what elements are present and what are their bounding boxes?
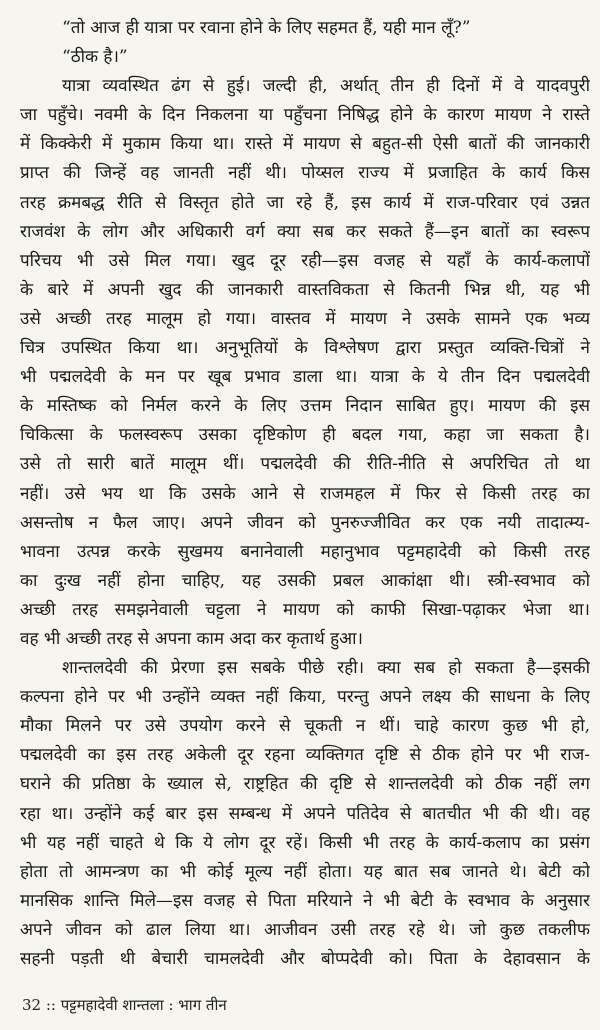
paragraph-line: असन्तोष न फैल जाए। अपने जीवन को पुनरुज्जीवित कर एक नयी तादात्म्य- — [20, 512, 590, 533]
page-footer: 32 :: पट्टमहादेवी शान्तला : भाग तीन — [22, 996, 227, 1014]
paragraph-line: उसे अच्छी तरह मालूम हो गया। वास्तव में मायण ने उसके सामने एक भव्य — [20, 308, 590, 329]
paragraph-line: शान्तलदेवी की प्रेरणा इस सबके पीछे रही। क्या सब हो सकता है—इसकी — [62, 658, 590, 679]
paragraph-line: जा पहुँचे। नवमी के दिन निकलना या पहुँचना निषिद्ध होने के कारण मायण ने रास्ते — [20, 105, 590, 126]
paragraph-line: वह भी अच्छी तरह से अपना काम अदा कर कृतार्थ हुआ। — [20, 628, 363, 649]
paragraph-line: उसे तो सारी बातें मालूम थीं। पद्मलदेवी की रीति-नीति से अपरिचित तो था — [20, 454, 590, 475]
paragraph-line: होता तो आमन्त्रण का भी कोई मूल्य नहीं होता। यह बात सब जानते थे। बेटी को — [20, 861, 590, 882]
paragraph-line: चित्र उपस्थित किया था। अनुभूतियों के विश्लेषण द्वारा प्रस्तुत व्यक्ति-चित्रों ने — [20, 338, 590, 359]
paragraph-line: का दुःख नहीं होना चाहिए, यह उसकी प्रबल आकांक्षा थी। स्त्री-स्वभाव को — [20, 570, 590, 591]
paragraph-line: के मस्तिष्क को निर्मल करने के लिए उत्तम निदान साबित हुए। मायण की इस — [20, 396, 590, 417]
paragraph-line: पद्मलदेवी का इस तरह अकेली दूर रहना व्यक्तिगत दृष्टि से ठीक होने पर भी राज- — [20, 745, 590, 766]
paragraph-line: सहनी पड़ती थी बेचारी चामलदेवी और बोप्पदेवी को। पिता के देहावसान के — [20, 949, 590, 969]
paragraph-line: में किक्केरी में मुकाम किया था। रास्ते में मायण से बहुत-सी ऐसी बातों की जानकारी — [20, 134, 590, 155]
paragraph-line: के बारे में अपनी खुद की जानकारी वास्तविकता से कितनी भिन्न थी, यह भी — [20, 279, 590, 300]
dialogue-line: “ठीक है।” — [62, 47, 128, 68]
paragraph-line: परिचय भी उसे मिल गया। खुद दूर रही—इस वजह से यहाँ के कार्य-कलापों — [20, 250, 590, 271]
paragraph-line: चिकित्सा के फलस्वरूप उसका दृष्टिकोण ही बदल गया, कहा जा सकता है। — [20, 425, 590, 446]
paragraph-line: नहीं। उसे भय था कि उसके आने से राजमहल में फिर से किसी तरह का — [20, 483, 590, 504]
dialogue-line: “तो आज ही यात्रा पर रवाना होने के लिए सहमत हैं, यही मान लूँ?” — [62, 18, 471, 38]
paragraph-line: अपने जीवन को ढाल लिया था। आजीवन उसी तरह रहे थे। जो कुछ तकलीफ — [20, 919, 590, 940]
paragraph-line: मानसिक शान्ति मिले—इस वजह से पिता मरियाने ने भी बेटी के स्वभाव के अनुसार — [20, 890, 590, 911]
paragraph-line: राजवंश के लोग और अधिकारी वर्ग क्या सब कर सकते हैं—इन बातों का स्वरूप — [20, 221, 590, 242]
paragraph-line: भावना उत्पन्न करके सुखमय बनानेवाली महानुभाव पट्टमहादेवी को किसी तरह — [20, 541, 590, 562]
paragraph-line: भी पद्मलदेवी के मन पर खूब प्रभाव डाला था। यात्रा के ये तीन दिन पद्मलदेवी — [20, 367, 590, 388]
paragraph-line: तरह क्रमबद्ध रीति से विस्तृत होते जा रहे हैं, इस कार्य में राज-परिवार एवं उन्नत — [20, 192, 590, 213]
paragraph-line: घराने की प्रतिष्ठा के ख्याल से, राष्ट्रहित की दृष्टि से शान्तलदेवी को ठीक नहीं लग — [20, 774, 590, 795]
paragraph-line: कल्पना होने पर भी उन्होंने व्यक्त नहीं किया, परन्तु अपने लक्ष्य की साधना के लिए — [20, 687, 590, 708]
paragraph-line: यात्रा व्यवस्थित ढंग से हुई। जल्दी ही, अर्थात् तीन ही दिनों में वे यादवपुरी — [62, 76, 590, 97]
paragraph-line: अच्छी तरह समझनेवाली चट्टला ने मायण को काफी सिखा-पढ़ाकर भेजा था। — [20, 599, 590, 620]
paragraph-line: प्राप्त की जिन्हें वह जानती नहीं थी। पोय्सल राज्य में प्रजाहित के कार्य किस — [20, 163, 590, 184]
paragraph-line: भी यह नहीं चाहते थे कि ये लोग दूर रहें। किसी भी तरह के कार्य-कलाप का प्रसंग — [20, 832, 590, 853]
paragraph-line: मौका मिलने पर उसे उपयोग करने से चूकती न थीं। चाहे कारण कुछ भी हो, — [20, 716, 590, 737]
paragraph-line: रहा था। उन्होंने कई बार इस सम्बन्ध में अपने पतिदेव से बातचीत भी की थी। वह — [20, 803, 590, 824]
